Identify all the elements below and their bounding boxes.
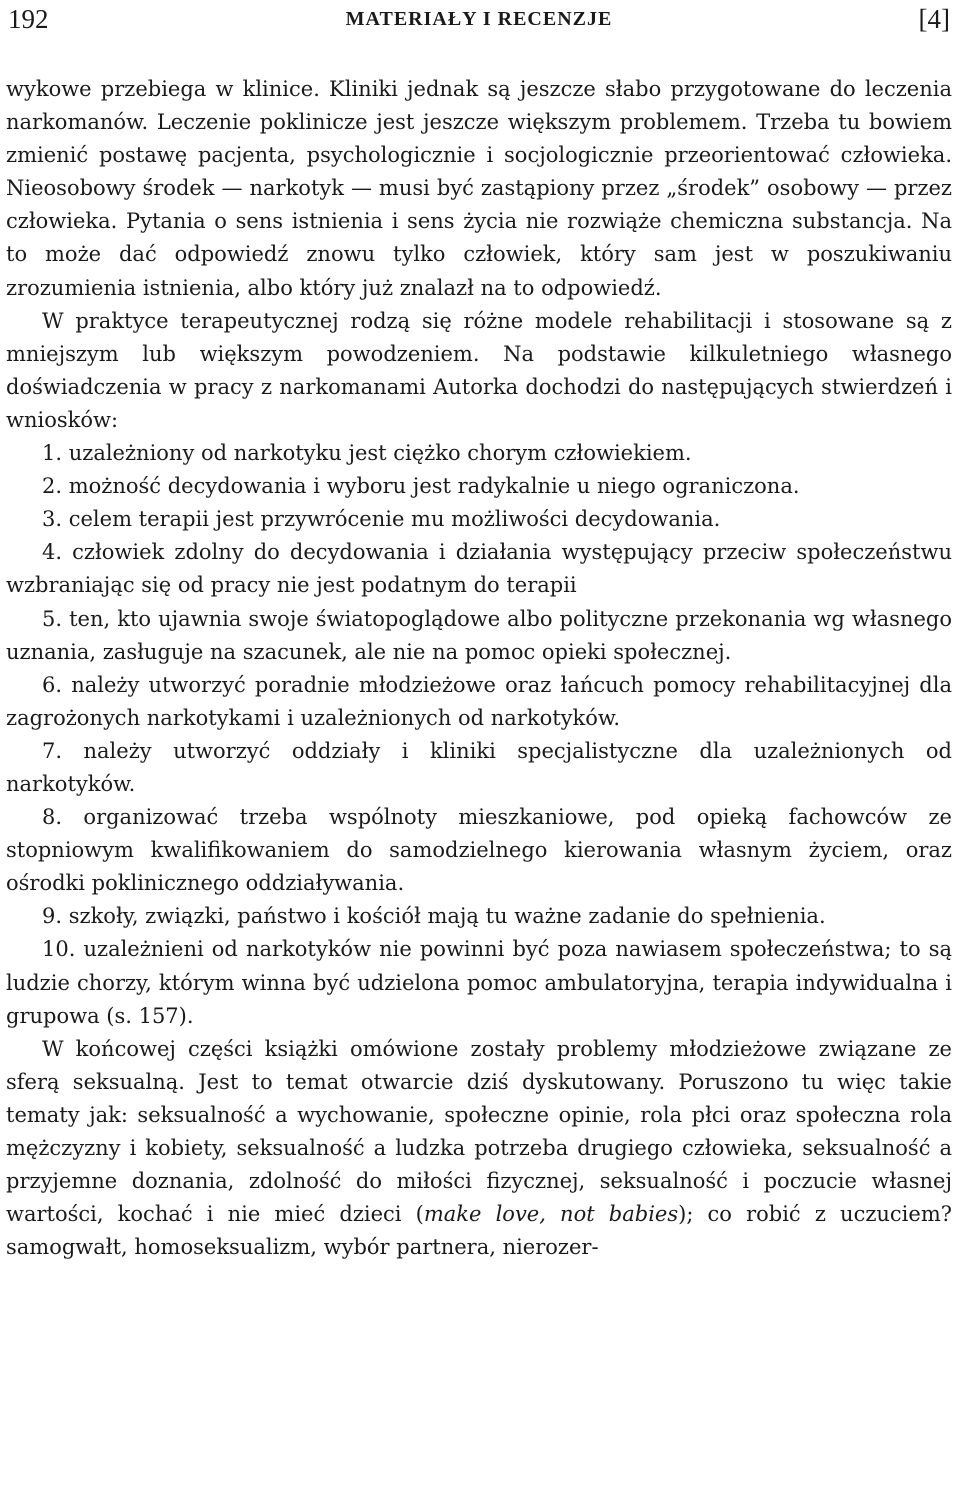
section-reference: [4]	[918, 4, 950, 34]
list-item-text: należy utworzyć poradnie młodzieżowe oraz łańcuch pomocy rehabilitacyjnej dla zagrożonych narkotykami i uzależnionych od narkotyków.	[6, 672, 952, 730]
page-number: 192	[8, 4, 49, 34]
list-item-number: 10.	[42, 937, 76, 962]
document-page	[6, 0, 952, 1505]
paragraph-1: wykowe przebiega w klinice. Kliniki jednak są jeszcze słabo przygotowane do leczenia narkomanów. Leczenie poklinicze jest jeszcze większym problemem. Trzeba tu bowiem zmienić postawę pacjenta, psychologicznie i socjologicznie przeorientować człowieka. Nieosobowy środek — narkotyk — musi być zastąpiony przez „środek” osobowy — przez człowieka. Pytania o sens istnienia i sens życia nie rozwiąże chemiczna substancja. Na to może dać odpowiedź znowu tylko człowiek, który sam jest w poszukiwaniu zrozumienia istnienia, albo który już znalazł na to odpowiedź.	[6, 77, 952, 300]
conclusions-list	[6, 437, 952, 1033]
list-item-text: ten, kto ujawnia swoje światopoglądowe albo polityczne przekonania wg własnego uznania, zasługuje na szacunek, ale nie na pomoc opieki społecznej.	[6, 606, 952, 664]
list-item	[6, 900, 952, 933]
list-item-text: organizować trzeba wspólnoty mieszkaniowe, pod opieką fachowców ze stopniowym kwalifikowaniem do samodzielnego kierowania własnym życiem, oraz ośrodki poklinicznego oddziaływania.	[6, 805, 952, 896]
paragraph-2: W praktyce terapeutycznej rodzą się różne modele rehabilitacji i stosowane są z mniejszym lub większym powodzeniem. Na podstawie kilkuletniego własnego doświadczenia w pracy z narkomanami Autorka dochodzi do następujących stwierdzeń i wniosków:	[6, 308, 952, 432]
list-item-text: człowiek zdolny do decydowania i działania występujący przeciw społeczeństwu wzbraniając się od pracy nie jest podatnym do terapii	[6, 540, 952, 598]
list-item-number: 8.	[42, 805, 63, 830]
list-item-number: 3.	[42, 507, 63, 532]
final-text-end: ); co robić z uczuciem? samogwałt, homoseksualizm, wybór partnera, nierozer-	[6, 1202, 952, 1260]
paragraph-final	[6, 1033, 952, 1265]
list-item-number: 4.	[42, 540, 63, 565]
list-item	[6, 735, 952, 801]
list-item-number: 1.	[42, 441, 63, 466]
page-header	[6, 2, 952, 40]
final-text-italic: make love, not babies	[423, 1202, 679, 1227]
list-item	[6, 669, 952, 735]
list-item	[6, 603, 952, 669]
list-item	[6, 933, 952, 1032]
running-head: MATERIAŁY I RECENZJE	[345, 8, 613, 30]
list-item-text: uzależnieni od narkotyków nie powinni być poza nawiasem społeczeństwa; to są ludzie chorzy, którym winna być udzielona pomoc ambulatoryjna, terapia indywidualna i grupowa (s. 157).	[6, 937, 952, 1028]
list-item	[6, 437, 952, 470]
list-item	[6, 470, 952, 503]
list-item-text: uzależniony od narkotyku jest ciężko chorym człowiekiem.	[68, 441, 692, 466]
list-item	[6, 503, 952, 536]
list-item-number: 2.	[42, 474, 63, 499]
list-item-text: celem terapii jest przywrócenie mu możliwości decydowania.	[68, 507, 721, 532]
list-item-number: 5.	[42, 606, 63, 631]
final-text-start: W końcowej części książki omówione zostały problemy młodzieżowe związane ze sferą seksualną. Jest to temat otwarcie dziś dyskutowany. Poruszono tu więc takie tematy jak: seksualność a wychowanie, społeczne opinie, rola płci oraz społeczna rola mężczyzny i kobiety, seksualność a ludzka potrzeba drugiego człowieka, seksualność a przyjemne doznania, zdolność do miłości fizycznej, seksualność i poczucie własnej wartości, kochać i nie mieć dzieci (	[6, 1036, 952, 1227]
list-item-text: szkoły, związki, państwo i kościół mają tu ważne zadanie do spełnienia.	[68, 904, 826, 929]
list-item-text: należy utworzyć oddziały i kliniki specjalistyczne dla uzależnionych od narkotyków.	[6, 738, 952, 796]
list-item-number: 9.	[42, 904, 63, 929]
list-item-number: 6.	[42, 672, 63, 697]
list-item-number: 7.	[42, 738, 63, 763]
body-text	[6, 73, 952, 1264]
list-item	[6, 536, 952, 602]
list-item-text: możność decydowania i wyboru jest radykalnie u niego ograniczona.	[68, 474, 800, 499]
list-item	[6, 801, 952, 900]
